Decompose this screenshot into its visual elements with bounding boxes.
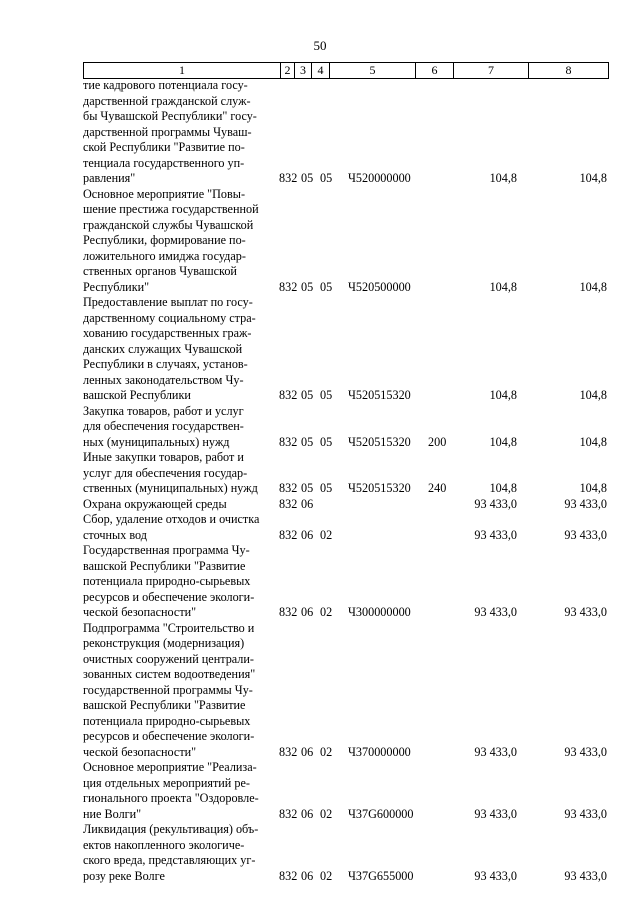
- row-name-line: Основное мероприятие "Реализа-: [83, 760, 257, 774]
- header-col-1: 1: [84, 63, 281, 78]
- cell-sum-2: 104,8: [579, 481, 607, 495]
- cell-podrazdel: 05: [320, 279, 333, 294]
- cell-sum-1: 93 433,0: [474, 605, 517, 619]
- cell-sum-1: 93 433,0: [474, 868, 517, 883]
- row-name-line: Подпрограмма "Строительство и: [83, 620, 255, 635]
- cell-celevaya-statya: Ч370000000: [348, 744, 411, 759]
- row-name-line: Предоставление выплат по госу-: [83, 295, 253, 309]
- row-name-line: ектов накопленного экологиче-: [83, 837, 245, 852]
- row-name-line: зованных систем водоотведения": [83, 667, 256, 681]
- table-header: [83, 62, 609, 79]
- row-name-line: гражданской службы Чувашской: [83, 217, 254, 232]
- row-name-line: ленных законодательством Чу-: [83, 372, 244, 387]
- row-name-line: тие кадрового потенциала госу-: [83, 78, 248, 92]
- row-name-line: реконструкция (модернизация): [83, 636, 245, 650]
- row-cells: [83, 481, 607, 497]
- row-name-line: государственной программы Чу-: [83, 682, 253, 697]
- row-name-line: розу реке Волге: [83, 868, 165, 883]
- row-name-line: хованию государственных граж-: [83, 326, 252, 340]
- row-name-line: ресурсов и обеспечение экологи-: [83, 589, 255, 604]
- table-row: [83, 404, 607, 451]
- row-name-line: ческой безопасности": [83, 605, 197, 619]
- table-row: [83, 621, 607, 761]
- cell-glava: 832: [279, 744, 298, 759]
- cell-razdel: 05: [301, 171, 314, 185]
- header-col-3: 3: [295, 63, 312, 78]
- cell-glava: 832: [279, 481, 298, 495]
- row-name-line: шение престижа государственной: [83, 202, 259, 216]
- row-name-line: ского вреда, представляющих уг-: [83, 853, 256, 867]
- page-number: 50: [313, 38, 327, 53]
- cell-sum-1: 93 433,0: [474, 806, 517, 821]
- cell-sum-1: 93 433,0: [474, 744, 517, 759]
- row-name-line: Иные закупки товаров, работ и: [83, 450, 244, 464]
- cell-vid-rashodov: 240: [428, 481, 447, 495]
- cell-sum-2: 104,8: [579, 171, 607, 185]
- cell-sum-2: 93 433,0: [564, 744, 607, 759]
- cell-glava: 832: [279, 806, 298, 821]
- table-row: [83, 497, 607, 513]
- cell-vid-rashodov: 200: [428, 434, 447, 449]
- row-cells: [83, 435, 607, 451]
- cell-celevaya-statya: Ч520515320: [348, 434, 411, 449]
- cell-podrazdel: 02: [320, 744, 333, 759]
- cell-sum-2: 93 433,0: [564, 527, 607, 542]
- table-row: [83, 822, 607, 884]
- row-name-line: гионального проекта "Оздоровле-: [83, 791, 259, 805]
- row-name-line: вашской Республики "Развитие: [83, 698, 246, 712]
- row-name-line: Республики, формирование по-: [83, 233, 246, 247]
- cell-sum-2: 93 433,0: [564, 605, 607, 619]
- cell-sum-2: 104,8: [579, 434, 607, 449]
- cell-sum-1: 104,8: [489, 279, 517, 294]
- row-name-line: ственных органов Чувашской: [83, 264, 237, 278]
- cell-podrazdel: 05: [320, 388, 333, 402]
- row-name-line: потенциала природно-сырьевых: [83, 574, 251, 588]
- cell-sum-1: 104,8: [489, 388, 517, 402]
- row-name-line: Республики": [83, 279, 150, 294]
- row-name-line: Охрана окружающей среды: [83, 496, 227, 511]
- cell-razdel: 06: [301, 744, 314, 759]
- table-row: [83, 450, 607, 497]
- row-name-line: очистных сооружений централи-: [83, 651, 254, 666]
- row-name-line: ческой безопасности": [83, 744, 197, 759]
- row-name-line: услуг для обеспечения государ-: [83, 465, 248, 480]
- row-name-line: дарственной программы Чуваш-: [83, 124, 252, 139]
- cell-podrazdel: 02: [320, 806, 333, 821]
- row-name-line: ложительного имиджа государ-: [83, 248, 246, 263]
- row-name-line: Закупка товаров, работ и услуг: [83, 403, 244, 418]
- row-name-line: ственных (муниципальных) нужд: [83, 481, 258, 495]
- row-name-line: Основное мероприятие "Повы-: [83, 186, 246, 201]
- cell-sum-2: 104,8: [579, 388, 607, 402]
- cell-razdel: 06: [301, 868, 314, 883]
- row-name-line: дарственной гражданской служ-: [83, 93, 251, 108]
- row-name-line: ция отдельных мероприятий ре-: [83, 775, 250, 790]
- header-col-6: 6: [416, 63, 454, 78]
- cell-sum-1: 104,8: [489, 434, 517, 449]
- cell-podrazdel: 05: [320, 171, 333, 185]
- cell-glava: 832: [279, 868, 298, 883]
- row-name-line: тенциала государственного уп-: [83, 155, 245, 170]
- row-name-line: потенциала природно-сырьевых: [83, 713, 251, 728]
- cell-glava: 832: [279, 434, 298, 449]
- header-col-2: 2: [281, 63, 295, 78]
- table-row: [83, 295, 607, 404]
- row-name: [83, 621, 273, 761]
- cell-celevaya-statya: Ч300000000: [348, 605, 411, 619]
- row-name-line: Ликвидация (рекультивация) объ-: [83, 822, 259, 836]
- cell-celevaya-statya: Ч520515320: [348, 481, 411, 495]
- row-cells: [83, 171, 607, 187]
- row-name-line: сточных вод: [83, 527, 147, 542]
- row-cells: [83, 605, 607, 621]
- cell-celevaya-statya: Ч520000000: [348, 171, 411, 185]
- row-name-line: вашской Республики: [83, 388, 191, 402]
- row-cells: [83, 528, 607, 544]
- cell-celevaya-statya: Ч37G600000: [348, 806, 414, 821]
- header-col-5: 5: [330, 63, 416, 78]
- header-col-8: 8: [565, 63, 572, 77]
- row-name-line: ных (муниципальных) нужд: [83, 434, 230, 449]
- header-col-4: 4: [312, 63, 330, 78]
- row-name-line: Республики в случаях, установ-: [83, 357, 248, 371]
- cell-sum-1: 93 433,0: [474, 527, 517, 542]
- cell-glava: 832: [279, 605, 298, 619]
- row-name-line: ресурсов и обеспечение экологи-: [83, 729, 255, 743]
- row-cells: [83, 807, 607, 823]
- row-name-line: ской Республики "Развитие по-: [83, 140, 245, 154]
- cell-razdel: 05: [301, 279, 314, 294]
- row-name-line: бы Чувашской Республики" госу-: [83, 109, 257, 123]
- cell-razdel: 06: [301, 806, 314, 821]
- cell-glava: 832: [279, 527, 298, 542]
- cell-podrazdel: 02: [320, 605, 333, 619]
- cell-razdel: 05: [301, 481, 314, 495]
- cell-razdel: 06: [301, 496, 314, 511]
- cell-glava: 832: [279, 279, 298, 294]
- table-row: [83, 512, 607, 543]
- table-row: [83, 78, 607, 187]
- row-cells: [83, 869, 607, 885]
- table-row: [83, 760, 607, 822]
- cell-sum-2: 93 433,0: [564, 496, 607, 511]
- cell-glava: 832: [279, 496, 298, 511]
- row-cells: [83, 745, 607, 761]
- cell-podrazdel: 02: [320, 527, 333, 542]
- cell-celevaya-statya: Ч520515320: [348, 388, 411, 402]
- cell-celevaya-statya: Ч520500000: [348, 279, 411, 294]
- cell-sum-2: 93 433,0: [564, 868, 607, 883]
- cell-glava: 832: [279, 388, 298, 402]
- cell-razdel: 06: [301, 605, 314, 619]
- row-name-line: дарственному социальному стра-: [83, 310, 256, 325]
- row-cells: [83, 280, 607, 296]
- header-col-7: 7: [454, 63, 529, 78]
- table-row: [83, 187, 607, 296]
- cell-glava: 832: [279, 171, 298, 185]
- row-name-line: равления": [83, 171, 136, 185]
- row-name-line: для обеспечения государствен-: [83, 419, 244, 433]
- cell-sum-1: 104,8: [489, 171, 517, 185]
- row-name-line: вашской Республики "Развитие: [83, 558, 246, 573]
- cell-sum-2: 104,8: [579, 279, 607, 294]
- cell-sum-2: 93 433,0: [564, 806, 607, 821]
- cell-sum-1: 104,8: [489, 481, 517, 495]
- row-name-line: Сбор, удаление отходов и очистка: [83, 512, 260, 526]
- cell-podrazdel: 05: [320, 434, 333, 449]
- row-cells: [83, 497, 607, 513]
- cell-podrazdel: 02: [320, 868, 333, 883]
- table-body: [83, 78, 607, 884]
- row-cells: [83, 388, 607, 404]
- cell-razdel: 05: [301, 388, 314, 402]
- table-row: [83, 543, 607, 621]
- cell-razdel: 06: [301, 527, 314, 542]
- row-name-line: ние Волги": [83, 806, 142, 821]
- cell-podrazdel: 05: [320, 481, 333, 495]
- cell-celevaya-statya: Ч37G655000: [348, 868, 414, 883]
- row-name-line: Государственная программа Чу-: [83, 543, 250, 557]
- cell-sum-1: 93 433,0: [474, 496, 517, 511]
- cell-razdel: 05: [301, 434, 314, 449]
- row-name-line: данских служащих Чувашской: [83, 341, 243, 356]
